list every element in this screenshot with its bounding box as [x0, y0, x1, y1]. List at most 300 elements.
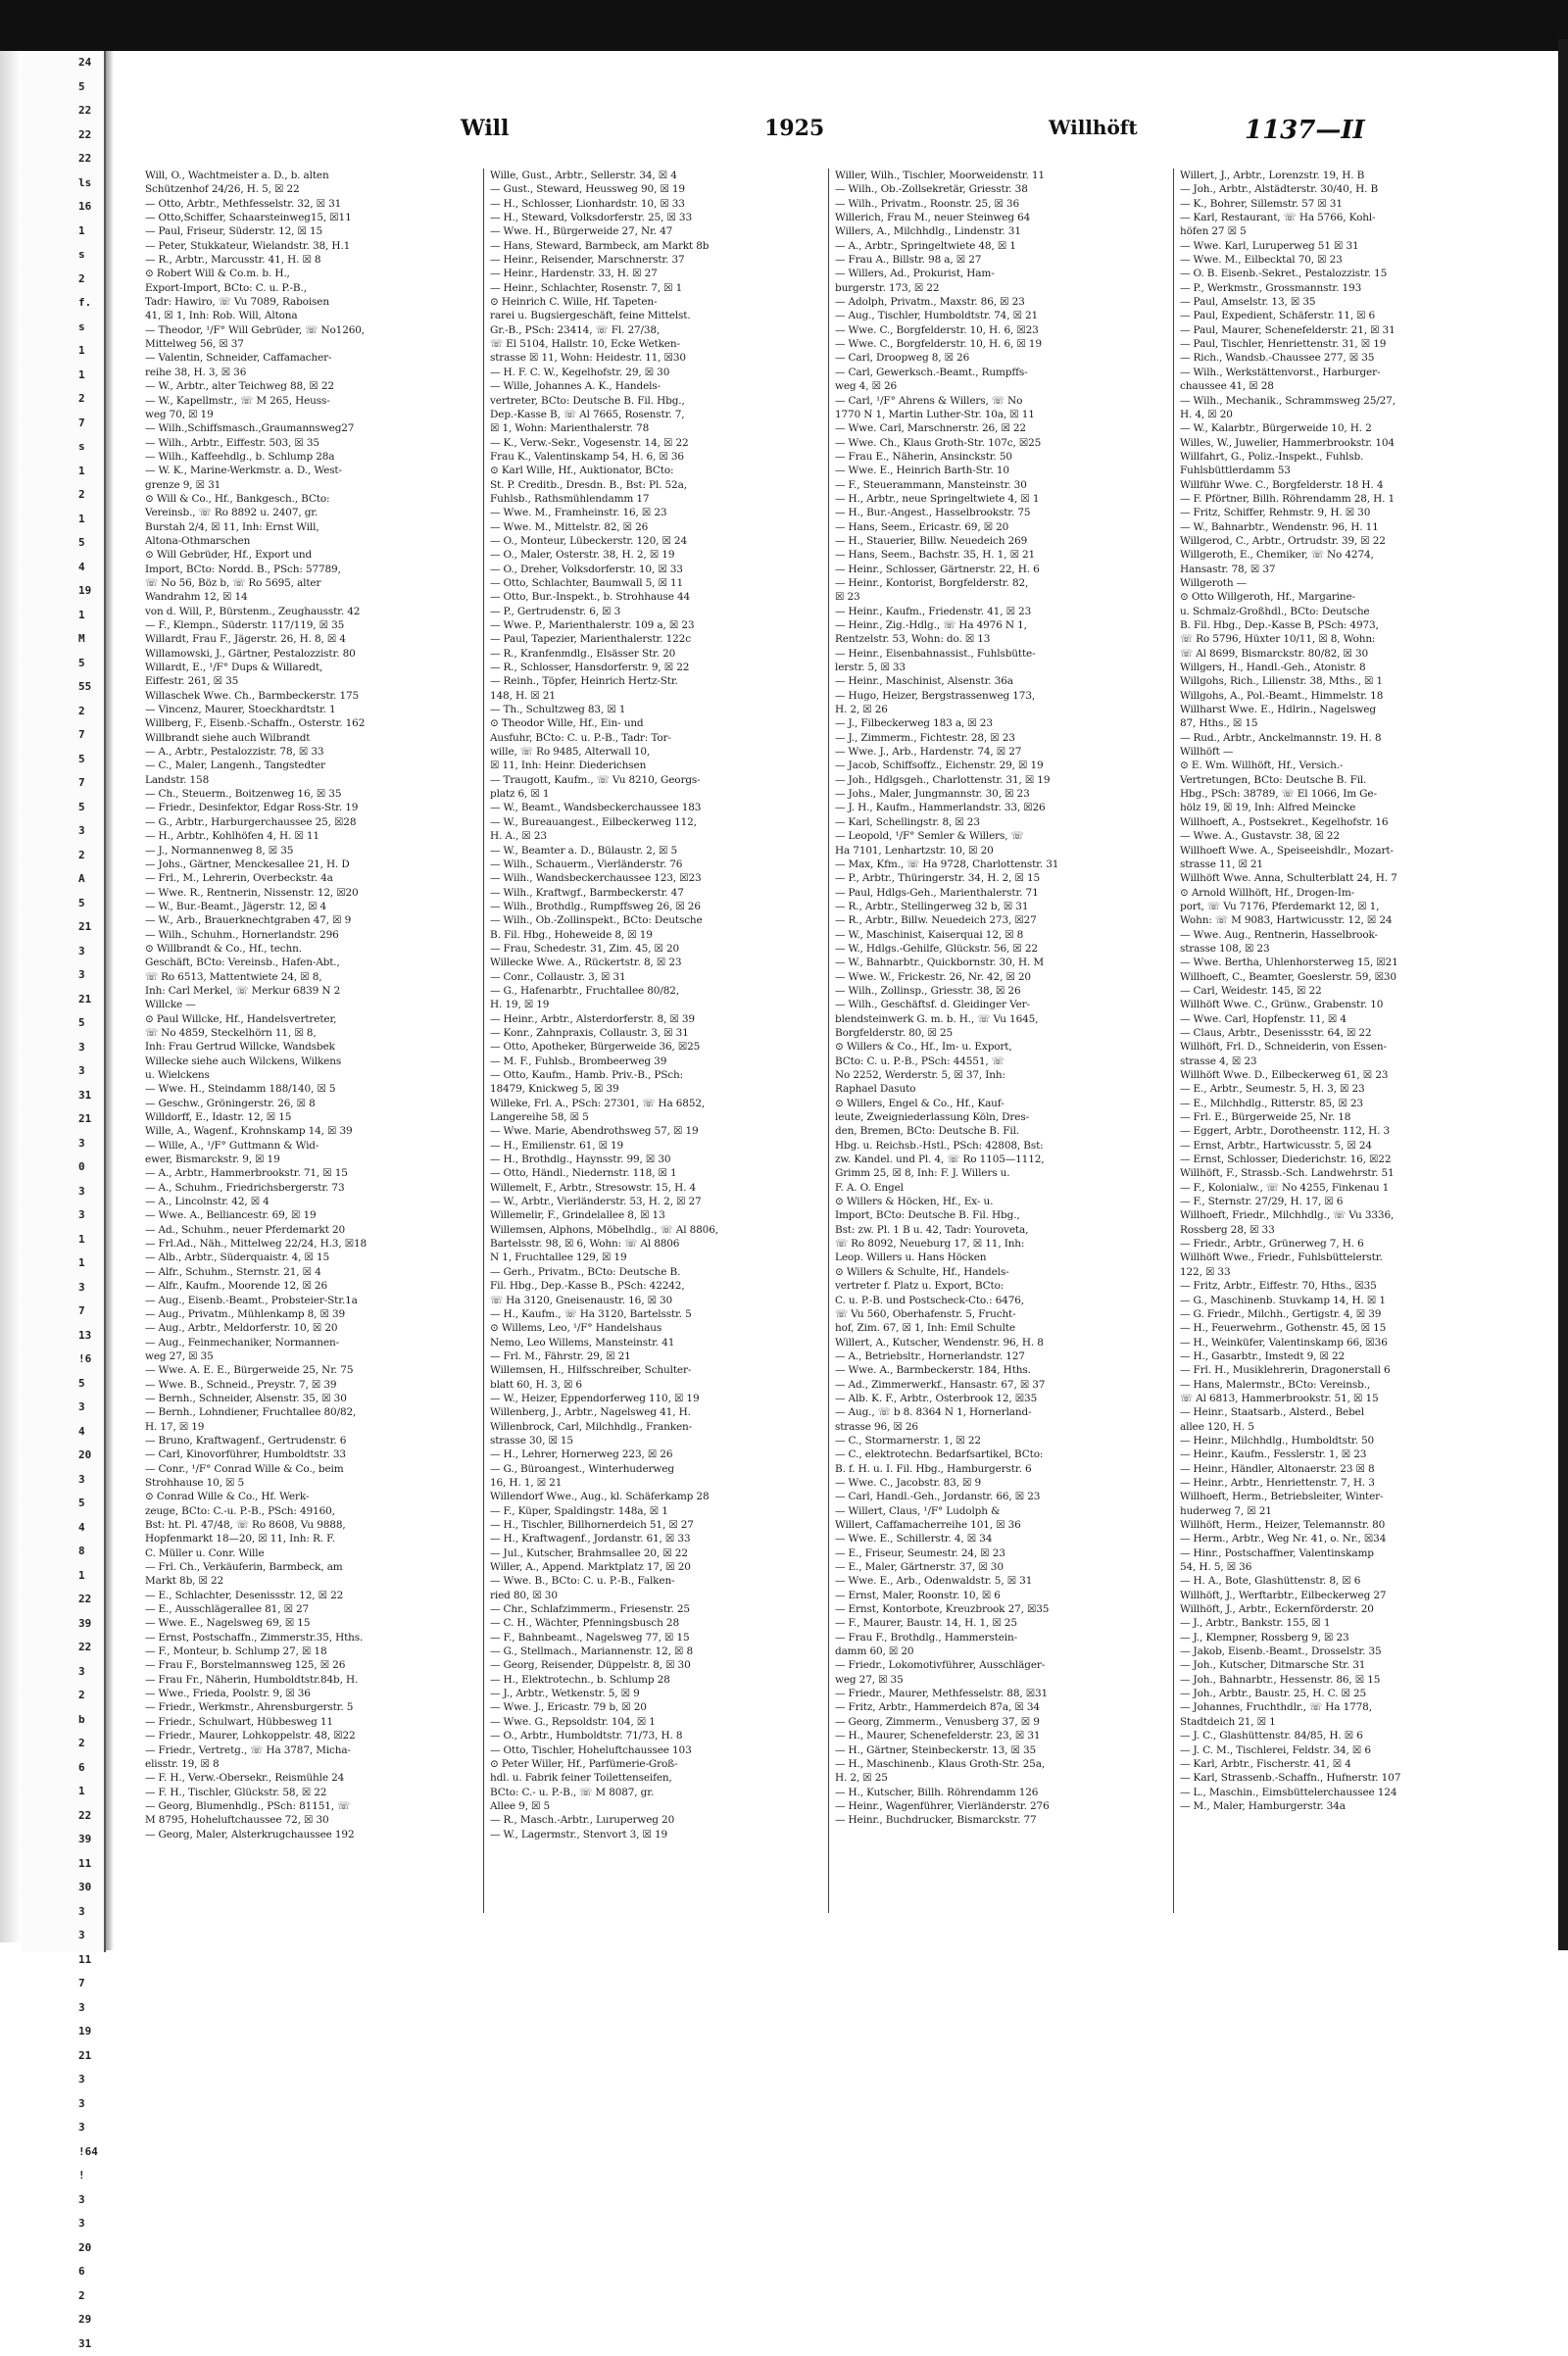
directory-entry: — G., Arbtr., Harburgerchaussee 25, ☒28	[145, 815, 476, 829]
directory-entry: — E., Ausschlägerallee 81, ☒ 27	[145, 1602, 476, 1616]
directory-entry: — H. F. C. W., Kegelhofstr. 29, ☒ 30	[490, 366, 821, 379]
directory-entry: ⊙ Arnold Willhöft, Hf., Drogen-Im-	[1180, 886, 1511, 900]
directory-entry: H. 17, ☒ 19	[145, 1420, 476, 1434]
directory-entry: — P., Werkmstr., Grossmannstr. 193	[1180, 281, 1511, 295]
edge-fragment: 1	[22, 460, 104, 484]
directory-entry: Markt 8b, ☒ 22	[145, 1574, 476, 1588]
edge-fragment: 8	[22, 1540, 104, 1564]
directory-entry: — Willers, Ad., Prokurist, Ham-	[835, 267, 1166, 280]
directory-entry: Wille, Gust., Arbtr., Sellerstr. 34, ☒ 4	[490, 169, 821, 182]
edge-fragment: 22	[22, 147, 104, 172]
directory-entry: ⊙ Robert Will & Co.m. b. H.,	[145, 267, 476, 280]
directory-entry: — Ad., Zimmerwerkf., Hansastr. 67, ☒ 37	[835, 1378, 1166, 1392]
directory-entry: B. Fil. Hbg., Hoheweide 8, ☒ 19	[490, 928, 821, 942]
column-divider	[1173, 169, 1174, 1913]
directory-entry: ☏ Ha 3120, Gneisenaustr. 16, ☒ 30	[490, 1294, 821, 1307]
edge-fragment: 5	[22, 652, 104, 676]
directory-entry: — Rud., Arbtr., Anckelmannstr. 19. H. 8	[1180, 731, 1511, 745]
directory-entry: No 2252, Werderstr. 5, ☒ 37, Inh:	[835, 1068, 1166, 1082]
directory-entry: — Heinr., Reisender, Marschnerstr. 37	[490, 253, 821, 267]
directory-entry: — Joh., Bahnarbtr., Hessenstr. 86, ☒ 15	[1180, 1673, 1511, 1687]
directory-entry: — W., Hdlgs.-Gehilfe, Glückstr. 56, ☒ 22	[835, 942, 1166, 956]
directory-entry: — Bernh., Lohndiener, Fruchtallee 80/82,	[145, 1405, 476, 1419]
edge-fragment: 2	[22, 844, 104, 868]
edge-fragment: 3	[22, 1059, 104, 1084]
directory-entry: — Georg, Reisender, Düppelstr. 8, ☒ 30	[490, 1658, 821, 1672]
edge-fragment: 2	[22, 483, 104, 508]
edge-fragment: 2	[22, 700, 104, 724]
directory-columns	[145, 169, 1512, 1913]
directory-entry: Hbg., PSch: 38789, ☏ El 1066, Im Ge-	[1180, 787, 1511, 801]
directory-entry: — Jacob, Schiffsoffz., Eichenstr. 29, ☒ 19	[835, 759, 1166, 772]
directory-entry: — Leopold, ¹/F° Semler & Willers, ☏	[835, 829, 1166, 843]
directory-entry: Vertretungen, BCto: Deutsche B. Fil.	[1180, 773, 1511, 787]
directory-entry: den, Bremen, BCto: Deutsche B. Fil.	[835, 1124, 1166, 1138]
edge-fragment: 21	[22, 915, 104, 940]
directory-entry: — Max, Kfm., ☏ Ha 9728, Charlottenstr. 31	[835, 858, 1166, 871]
directory-entry: — Otto, Kaufm., Hamb. Priv.-B., PSch:	[490, 1068, 821, 1082]
directory-entry: — Wilh., Arbtr., Eiffestr. 503, ☒ 35	[145, 436, 476, 450]
directory-entry: — Aug., Tischler, Humboldtstr. 74, ☒ 21	[835, 309, 1166, 322]
directory-entry: — Karl, Schellingstr. 8, ☒ 23	[835, 815, 1166, 829]
directory-entry: — W., Maschinist, Kaiserquai 12, ☒ 8	[835, 928, 1166, 942]
header-left-keyword: Will	[461, 116, 509, 141]
edge-fragment: 3	[22, 1203, 104, 1228]
directory-entry: — Hans, Steward, Barmbeck, am Markt 8b	[490, 239, 821, 253]
directory-entry: N 1, Fruchtallee 129, ☒ 19	[490, 1251, 821, 1264]
edge-fragment: 55	[22, 675, 104, 700]
directory-entry: 122, ☒ 33	[1180, 1265, 1511, 1279]
directory-entry: — Wwe. W., Frickestr. 26, Nr. 42, ☒ 20	[835, 970, 1166, 984]
directory-entry: Willführ Wwe. C., Borgfelderstr. 18 H. 4	[1180, 478, 1511, 492]
directory-entry: Willgers, H., Handl.-Geh., Atonistr. 8	[1180, 661, 1511, 674]
directory-entry: — A., Lincolnstr. 42, ☒ 4	[145, 1195, 476, 1208]
edge-fragment: 13	[22, 1324, 104, 1349]
edge-fragment: 7	[22, 723, 104, 748]
directory-entry: — J., Arbtr., Bankstr. 155, ☒ 1	[1180, 1616, 1511, 1630]
directory-entry: — Wwe. A., Barmbeckerstr. 184, Hths.	[835, 1363, 1166, 1377]
directory-entry: wille, ☏ Ro 9485, Alterwall 10,	[490, 745, 821, 759]
directory-entry: Willenbrock, Carl, Milchhdlg., Franken-	[490, 1420, 821, 1434]
directory-entry: — Wwe. Aug., Rentnerin, Hasselbrook-	[1180, 928, 1511, 942]
edge-fragment: 20	[22, 1444, 104, 1468]
directory-entry: — Otto, Arbtr., Methfesselstr. 32, ☒ 31	[145, 197, 476, 211]
directory-entry: — Willert, Claus, ¹/F° Ludolph &	[835, 1504, 1166, 1518]
directory-entry: — Wille, A., ¹/F° Guttmann & Wid-	[145, 1139, 476, 1153]
directory-entry: — H., Weinküfer, Valentinskamp 66, ☒36	[1180, 1336, 1511, 1350]
directory-entry: Willhoeft, A., Postsekret., Kegelhofstr. 16	[1180, 815, 1511, 829]
directory-entry: — Hans, Seem., Ericastr. 69, ☒ 20	[835, 520, 1166, 534]
edge-fragment: 3	[22, 1924, 104, 1948]
edge-fragment: 21	[22, 1107, 104, 1132]
edge-fragment: 3	[22, 1660, 104, 1685]
edge-fragment: 5	[22, 75, 104, 100]
directory-entry: Willemelt, F., Arbtr., Stresowstr. 15, H. 4	[490, 1181, 821, 1195]
directory-entry: — Otto,Schiffer, Schaarsteinweg15, ☒11	[145, 211, 476, 224]
directory-entry: Wohn: ☏ M 9083, Hartwicusstr. 12, ☒ 24	[1180, 913, 1511, 927]
edge-fragment: 39	[22, 1828, 104, 1852]
directory-entry: — Frl. M., Fährstr. 29, ☒ 21	[490, 1350, 821, 1363]
directory-entry: Hansastr. 78, ☒ 37	[1180, 563, 1511, 576]
directory-entry: — H., Schlosser, Lionhardstr. 10, ☒ 33	[490, 197, 821, 211]
directory-entry: — E., Friseur, Seumestr. 24, ☒ 23	[835, 1546, 1166, 1560]
directory-entry: — A., Arbtr., Pestalozzistr. 78, ☒ 33	[145, 745, 476, 759]
directory-entry: — Alfr., Kaufm., Moorende 12, ☒ 26	[145, 1279, 476, 1293]
directory-entry: — Heinr., Milchhdlg., Humboldtstr. 50	[1180, 1434, 1511, 1448]
directory-entry: — G. Friedr., Milchh., Gertigstr. 4, ☒ 39	[1180, 1307, 1511, 1321]
directory-entry: — Aug., ☏ b 8. 8364 N 1, Hornerland-	[835, 1405, 1166, 1419]
directory-entry: — H., Emilienstr. 61, ☒ 19	[490, 1139, 821, 1153]
directory-entry: Willgohs, Rich., Lilienstr. 38, Mths., ☒ 1	[1180, 674, 1511, 688]
directory-entry: — Paul, Tapezier, Marienthalerstr. 122c	[490, 632, 821, 646]
directory-entry: Inh: Frau Gertrud Willcke, Wandsbek	[145, 1040, 476, 1054]
edge-fragment: 1	[22, 339, 104, 364]
directory-entry: vertreter f. Platz u. Export, BCto:	[835, 1279, 1166, 1293]
column-divider	[483, 169, 484, 1913]
directory-entry: — Wwe. C., Borgfelderstr. 10, H. 6, ☒23	[835, 323, 1166, 337]
directory-entry: — H., Feuerwehrm., Gothenstr. 45, ☒ 15	[1180, 1321, 1511, 1335]
directory-entry: — Wwe. B., Schneid., Preystr. 7, ☒ 39	[145, 1378, 476, 1392]
directory-entry: — J., Zimmerm., Fichtestr. 28, ☒ 23	[835, 731, 1166, 745]
edge-fragment: 16	[22, 195, 104, 220]
directory-entry: ☏ Vu 560, Oberhafenstr. 5, Frucht-	[835, 1307, 1166, 1321]
directory-entry: Vereinsb., ☏ Ro 8892 u. 2407, gr.	[145, 506, 476, 519]
directory-entry: — E., Schlachter, Desenissstr. 12, ☒ 22	[145, 1589, 476, 1602]
directory-entry: H. 4, ☒ 20	[1180, 408, 1511, 421]
directory-entry: — O., Arbtr., Humboldtstr. 71/73, H. 8	[490, 1729, 821, 1742]
directory-entry: — H., Brothdlg., Haynsstr. 99, ☒ 30	[490, 1153, 821, 1166]
directory-entry: — G., Maschinenb. Stuvkamp 14, H. ☒ 1	[1180, 1294, 1511, 1307]
directory-entry: — Wilh., Mechanik., Schrammsweg 25/27,	[1180, 394, 1511, 408]
directory-entry: Willamowski, J., Gärtner, Pestalozzistr. 80	[145, 647, 476, 661]
directory-entry: ☏ El 5104, Hallstr. 10, Ecke Wetken-	[490, 337, 821, 351]
directory-entry: Langereihe 58, ☒ 5	[490, 1110, 821, 1124]
directory-entry: — R., Masch.-Arbtr., Luruperweg 20	[490, 1813, 821, 1827]
edge-fragment: 3	[22, 1900, 104, 1925]
directory-entry: BCto: C.- u. P.-B., ☏ M 8087, gr.	[490, 1786, 821, 1799]
edge-fragment: 1	[22, 1564, 104, 1589]
directory-entry: leute, Zweigniederlassung Köln, Dres-	[835, 1110, 1166, 1124]
directory-entry: — W., Arbtr., Vierländerstr. 53, H. 2, ☒ 27	[490, 1195, 821, 1208]
edge-fragment: 3	[22, 819, 104, 844]
directory-entry: — P., Gertrudenstr. 6, ☒ 3	[490, 605, 821, 618]
directory-entry: — Joh., Arbtr., Alstädterstr. 30/40, H. B	[1180, 182, 1511, 196]
directory-entry: — Frau A., Billstr. 98 a, ☒ 27	[835, 253, 1166, 267]
directory-entry: — G., Stellmach., Mariannenstr. 12, ☒ 8	[490, 1644, 821, 1658]
directory-entry: — Wilh., Schauerm., Vierländerstr. 76	[490, 858, 821, 871]
directory-entry: Willenberg, J., Arbtr., Nagelsweg 41, H.	[490, 1405, 821, 1419]
directory-entry: — P., Arbtr., Thüringerstr. 34, H. 2, ☒ 15	[835, 871, 1166, 885]
edge-fragment: 4	[22, 556, 104, 580]
directory-entry: — Frl. Ch., Verkäuferin, Barmbeck, am	[145, 1560, 476, 1574]
directory-entry: — Wwe. B., BCto: C. u. P.-B., Falken-	[490, 1574, 821, 1588]
edge-fragment: ls	[22, 172, 104, 196]
directory-entry: Willhöft Wwe. C., Grünw., Grabenstr. 10	[1180, 998, 1511, 1011]
directory-entry: — Georg, Maler, Alsterkrugchaussee 192	[145, 1828, 476, 1841]
directory-entry: Fuhlsb., Rathsmühlendamm 17	[490, 492, 821, 506]
edge-fragment: 1	[22, 220, 104, 244]
directory-entry: — W., Beamt., Wandsbeckerchaussee 183	[490, 801, 821, 814]
directory-entry: — H., Stauerier, Billw. Neuedeich 269	[835, 534, 1166, 548]
directory-entry: — W., Kapellmstr., ☏ M 265, Heuss-	[145, 394, 476, 408]
directory-entry: strasse 11, ☒ 21	[1180, 858, 1511, 871]
edge-fragment: 20	[22, 2236, 104, 2261]
edge-fragment: 3	[22, 1996, 104, 2021]
directory-entry: H. A., ☒ 23	[490, 829, 821, 843]
directory-entry: — Alfr., Schuhm., Sternstr. 21, ☒ 4	[145, 1265, 476, 1279]
edge-fragment: 22	[22, 1588, 104, 1612]
directory-entry: Willhöft, Herm., Heizer, Telemannstr. 80	[1180, 1518, 1511, 1532]
edge-fragment: 3	[22, 2116, 104, 2140]
directory-entry: — Wwe. M., Framheinstr. 16, ☒ 23	[490, 506, 821, 519]
directory-entry: — F., Kolonialw., ☏ No 4255, Finkenau 1	[1180, 1181, 1511, 1195]
edge-fragment: 5	[22, 1011, 104, 1036]
edge-fragment: 3	[22, 2068, 104, 2092]
edge-fragment: 1	[22, 1780, 104, 1804]
directory-entry: Inh: Carl Merkel, ☏ Merkur 6839 N 2	[145, 984, 476, 998]
directory-entry: — Paul, Friseur, Süderstr. 12, ☒ 15	[145, 224, 476, 238]
directory-entry: Landstr. 158	[145, 773, 476, 787]
directory-entry: 54, H. 5, ☒ 36	[1180, 1560, 1511, 1574]
directory-entry: — Friedr., Werkmstr., Ahrensburgerstr. 5	[145, 1700, 476, 1714]
edge-fragment: 3	[22, 2188, 104, 2213]
directory-entry: — Jul., Kutscher, Brahmsallee 20, ☒ 22	[490, 1546, 821, 1560]
edge-fragment: 3	[22, 1036, 104, 1060]
directory-entry: — Paul, Hdlgs-Geh., Marienthalerstr. 71	[835, 886, 1166, 900]
directory-entry: — Frl. E., Bürgerweide 25, Nr. 18	[1180, 1110, 1511, 1124]
directory-entry: — Wille, Johannes A. K., Handels-	[490, 379, 821, 393]
directory-entry: — W., Bahnarbtr., Quickbornstr. 30, H. M	[835, 956, 1166, 969]
page-number: 1137—II	[1245, 116, 1365, 145]
directory-entry: — Frau E., Näherin, Ansinckstr. 50	[835, 450, 1166, 464]
scan-left-margin	[0, 51, 22, 1942]
directory-entry: ⊙ E. Wm. Willhöft, Hf., Versich.-	[1180, 759, 1511, 772]
directory-entry: — Heinr., Kaufm., Friedenstr. 41, ☒ 23	[835, 605, 1166, 618]
directory-entry: F. A. O. Engel	[835, 1181, 1166, 1195]
directory-entry: port, ☏ Vu 7176, Pferdemarkt 12, ☒ 1,	[1180, 900, 1511, 913]
directory-entry: Willgerod, C., Arbtr., Ortrudstr. 39, ☒ 22	[1180, 534, 1511, 548]
edge-fragment: 1	[22, 508, 104, 532]
edge-fragment: 5	[22, 748, 104, 772]
directory-entry: — Wwe. J., Arb., Hardenstr. 74, ☒ 27	[835, 745, 1166, 759]
directory-entry: — Frau Fr., Näherin, Humboldtstr.84b, H.	[145, 1673, 476, 1687]
directory-entry: — Adolph, Privatm., Maxstr. 86, ☒ 23	[835, 295, 1166, 309]
directory-entry: — Friedr., Maurer, Methfesselstr. 88, ☒31	[835, 1687, 1166, 1700]
edge-fragment: s	[22, 435, 104, 460]
directory-entry: — Vincenz, Maurer, Stoeckhardtstr. 1	[145, 703, 476, 716]
directory-entry: — H., Elektrotechn., b. Schlump 28	[490, 1673, 821, 1687]
directory-entry: — Wilh., Ob.-Zollsekretär, Griesstr. 38	[835, 182, 1166, 196]
directory-entry: — Aug., Privatm., Mühlenkamp 8, ☒ 39	[145, 1307, 476, 1321]
directory-entry: — Heinr., Maschinist, Alsenstr. 36a	[835, 674, 1166, 688]
directory-entry: — F., Bahnbeamt., Nagelsweg 77, ☒ 15	[490, 1631, 821, 1644]
directory-entry: — O., Monteur, Lübeckerstr. 120, ☒ 24	[490, 534, 821, 548]
directory-entry: Willardt, E., ¹/F° Dups & Willaredt,	[145, 661, 476, 674]
directory-entry: — J., Arbtr., Wetkenstr. 5, ☒ 9	[490, 1687, 821, 1700]
edge-fragment: 7	[22, 412, 104, 436]
edge-fragment: !6	[22, 1348, 104, 1372]
directory-entry: ☏ Al 6813, Hammerbrookstr. 51, ☒ 15	[1180, 1392, 1511, 1405]
edge-fragment: 22	[22, 1636, 104, 1660]
directory-entry: — Wilh., Zollinsp., Griesstr. 38, ☒ 26	[835, 984, 1166, 998]
directory-entry: Willberg, F., Eisenb.-Schaffn., Osterstr. 162	[145, 716, 476, 730]
directory-entry: — H. A., Bote, Glashüttenstr. 8, ☒ 6	[1180, 1574, 1511, 1588]
directory-entry: — W., Kalarbtr., Bürgerweide 10, H. 2	[1180, 421, 1511, 435]
directory-entry: — Wwe. G., Repsoldstr. 104, ☒ 1	[490, 1715, 821, 1729]
directory-entry: Willhöft, F., Strassb.-Sch. Landwehrstr. 51	[1180, 1166, 1511, 1180]
directory-entry: Willert, J., Arbtr., Lorenzstr. 19, H. B	[1180, 169, 1511, 182]
edge-fragment: 30	[22, 1876, 104, 1900]
directory-entry: — Ernst, Maler, Roonstr. 10, ☒ 6	[835, 1589, 1166, 1602]
directory-entry: — F., Monteur, b. Schlump 27, ☒ 18	[145, 1644, 476, 1658]
directory-entry: — Wilh., Kaffeehdlg., b. Schlump 28a	[145, 450, 476, 464]
directory-entry: rarei u. Bugsiergeschäft, feine Mittelst.	[490, 309, 821, 322]
directory-entry: — J. C., Glashüttenstr. 84/85, H. ☒ 6	[1180, 1729, 1511, 1742]
directory-entry: strasse 96, ☒ 26	[835, 1420, 1166, 1434]
edge-fragment: 1	[22, 604, 104, 628]
edge-fragment: 0	[22, 1155, 104, 1180]
directory-entry: Frau K., Valentinskamp 54, H. 6, ☒ 36	[490, 450, 821, 464]
edge-fragment: !	[22, 2164, 104, 2188]
directory-entry: — R., Arbtr., Marcusstr. 41, H. ☒ 8	[145, 253, 476, 267]
previous-page-edge	[22, 51, 106, 1952]
directory-entry: — H., Maschinenb., Klaus Groth-Str. 25a,	[835, 1757, 1166, 1771]
directory-entry: Bst: zw. Pl. 1 B u. 42, Tadr: Youroveta,	[835, 1223, 1166, 1237]
directory-entry: — W., Arbtr., alter Teichweg 88, ☒ 22	[145, 379, 476, 393]
edge-fragment: 5	[22, 531, 104, 556]
directory-entry: Rentzelstr. 53, Wohn: do. ☒ 13	[835, 632, 1166, 646]
directory-entry: ⊙ Peter Willer, Hf., Parfümerie-Groß-	[490, 1757, 821, 1771]
edge-fragment: 4	[22, 1516, 104, 1541]
directory-entry: — Karl, Restaurant, ☏ Ha 5766, Kohl-	[1180, 211, 1511, 224]
directory-entry: — Wilh., Kraftwgf., Barmbeckerstr. 47	[490, 886, 821, 900]
directory-entry: — A., Arbtr., Hammerbrookstr. 71, ☒ 15	[145, 1166, 476, 1180]
directory-entry: Willemsen, Alphons, Möbelhdlg., ☏ Al 8806,	[490, 1223, 821, 1237]
edge-fragment: 29	[22, 2308, 104, 2332]
directory-entry: — Heinr., Kaufm., Fesslerstr. 1, ☒ 23	[1180, 1448, 1511, 1461]
directory-entry: — J., Filbeckerweg 183 a, ☒ 23	[835, 716, 1166, 730]
directory-entry: ☏ No 4859, Steckelhörn 11, ☒ 8,	[145, 1026, 476, 1040]
directory-entry: Tadr: Hawiro, ☏ Vu 7089, Raboisen	[145, 295, 476, 309]
directory-entry: — Karl, Strassenb.-Schaffn., Hufnerstr. 107	[1180, 1771, 1511, 1785]
directory-entry: — Wilh., Brothdlg., Rumpffsweg 26, ☒ 26	[490, 900, 821, 913]
edge-fragment: 2	[22, 1684, 104, 1708]
directory-entry: Bst: ht. Pl. 47/48, ☏ Ro 8608, Vu 9888,	[145, 1518, 476, 1532]
directory-entry: strasse ☒ 11, Wohn: Heidestr. 11, ☒30	[490, 351, 821, 365]
directory-entry: ⊙ Karl Wille, Hf., Auktionator, BCto:	[490, 464, 821, 477]
directory-entry: — Ad., Schuhm., neuer Pferdemarkt 20	[145, 1223, 476, 1237]
directory-entry: C. u. P.-B. und Postscheck-Cto.: 6476,	[835, 1294, 1166, 1307]
directory-entry: — W., Arb., Brauerknechtgraben 47, ☒ 9	[145, 913, 476, 927]
directory-entry: damm 60, ☒ 20	[835, 1644, 1166, 1658]
directory-entry: — Paul, Tischler, Henriettenstr. 31, ☒ 19	[1180, 337, 1511, 351]
directory-entry: — Wwe. P., Marienthalerstr. 109 a, ☒ 23	[490, 618, 821, 632]
directory-entry: ⊙ Otto Willgeroth, Hf., Margarine-	[1180, 590, 1511, 604]
directory-entry: — Wilh., Privatm., Roonstr. 25, ☒ 36	[835, 197, 1166, 211]
directory-entry: — H., Arbtr., Kohlhöfen 4, H. ☒ 11	[145, 829, 476, 843]
directory-entry: Export-Import, BCto: C. u. P.-B.,	[145, 281, 476, 295]
directory-entry: — F. H., Tischler, Glückstr. 58, ☒ 22	[145, 1786, 476, 1799]
directory-entry: Willhoeft, Herm., Betriebsleiter, Winter-	[1180, 1490, 1511, 1503]
scan-right-edge	[1558, 39, 1568, 1950]
edge-fragment: 21	[22, 2044, 104, 2069]
edge-fragment: 3	[22, 2092, 104, 2117]
directory-entry: — Heinr., Schlachter, Rosenstr. 7, ☒ 1	[490, 281, 821, 295]
directory-entry: strasse 30, ☒ 15	[490, 1434, 821, 1448]
directory-entry: — Heinr., Kontorist, Borgfelderstr. 82,	[835, 576, 1166, 590]
directory-entry: — Wwe. M., Eilbecktal 70, ☒ 23	[1180, 253, 1511, 267]
directory-entry: — J. H., Kaufm., Hammerlandstr. 33, ☒26	[835, 801, 1166, 814]
directory-entry: — Frl. H., Musiklehrerin, Dragonerstall 6	[1180, 1363, 1511, 1377]
directory-entry: — Fritz, Schiffer, Rehmstr. 9, H. ☒ 30	[1180, 506, 1511, 519]
directory-entry: — H., Kutscher, Billh. Röhrendamm 126	[835, 1786, 1166, 1799]
directory-entry: Willhöft, Frl. D., Schneiderin, von Essen-	[1180, 1040, 1511, 1054]
directory-entry: — E., Arbtr., Seumestr. 5, H. 3, ☒ 23	[1180, 1082, 1511, 1096]
directory-entry: Willhöft, J., Arbtr., Eckernförderstr. 20	[1180, 1602, 1511, 1616]
directory-entry: — Wwe. E., Nagelsweg 69, ☒ 15	[145, 1616, 476, 1630]
directory-entry: Willes, W., Juwelier, Hammerbrookstr. 104	[1180, 436, 1511, 450]
directory-entry: — Otto, Händl., Niedernstr. 118, ☒ 1	[490, 1166, 821, 1180]
directory-entry: — K., Verw.-Sekr., Vogesenstr. 14, ☒ 22	[490, 436, 821, 450]
directory-entry: Willert, A., Kutscher, Wendenstr. 96, H. 8	[835, 1336, 1166, 1350]
directory-entry: — Wwe. Ch., Klaus Groth-Str. 107c, ☒25	[835, 436, 1166, 450]
directory-entry: — H., Gasarbtr., Imstedt 9, ☒ 22	[1180, 1350, 1511, 1363]
directory-entry: — Wwe. H., Bürgerweide 27, Nr. 47	[490, 224, 821, 238]
directory-entry: — Ch., Steuerm., Boitzenweg 16, ☒ 35	[145, 787, 476, 801]
directory-entry: Wandrahm 12, ☒ 14	[145, 590, 476, 604]
directory-entry: allee 120, H. 5	[1180, 1420, 1511, 1434]
directory-entry: — Georg, Zimmerm., Venusberg 37, ☒ 9	[835, 1715, 1166, 1729]
directory-entry: — Aug., Eisenb.-Beamt., Probsteier-Str.1a	[145, 1294, 476, 1307]
directory-entry: — Johannes, Fruchthdlr., ☏ Ha 1778,	[1180, 1700, 1511, 1714]
directory-entry: — Chr., Schlafzimmerm., Friesenstr. 25	[490, 1602, 821, 1616]
directory-entry: — C., Maler, Langenh., Tangstedter	[145, 759, 476, 772]
directory-entry: — Wilh.,Schiffsmasch.,Graumannsweg27	[145, 421, 476, 435]
directory-entry: — H., Maurer, Schenefelderstr. 23, ☒ 31	[835, 1729, 1166, 1742]
directory-entry: weg 70, ☒ 19	[145, 408, 476, 421]
directory-entry: — Claus, Arbtr., Desenissstr. 64, ☒ 22	[1180, 1026, 1511, 1040]
header-year: 1925	[764, 116, 824, 141]
directory-entry: — F. H., Verw.-Obersekr., Reismühle 24	[145, 1771, 476, 1785]
directory-entry: blatt 60, H. 3, ☒ 6	[490, 1378, 821, 1392]
directory-entry: — Friedr., Lokomotivführer, Ausschläger-	[835, 1658, 1166, 1672]
directory-entry: 1770 N 1, Martin Luther-Str. 10a, ☒ 11	[835, 408, 1166, 421]
directory-entry: — F., Küper, Spaldingstr. 148a, ☒ 1	[490, 1504, 821, 1518]
edge-fragment: 19	[22, 579, 104, 604]
directory-entry: — Frau F., Brothdlg., Hammerstein-	[835, 1631, 1166, 1644]
directory-entry: — Friedr., Maurer, Lohkoppelstr. 48, ☒22	[145, 1729, 476, 1742]
edge-fragment: 39	[22, 1612, 104, 1637]
directory-entry: — Heinr., Wagenführer, Vierländerstr. 276	[835, 1799, 1166, 1813]
edge-fragment: 2	[22, 2284, 104, 2309]
directory-entry: Willhöft Wwe., Friedr., Fuhlsbüttelerstr.	[1180, 1251, 1511, 1264]
directory-entry: Willharst Wwe. E., Hdlrin., Nagelsweg	[1180, 703, 1511, 716]
directory-entry: — A., Arbtr., Springeltwiete 48, ☒ 1	[835, 239, 1166, 253]
edge-fragment: 2	[22, 1732, 104, 1756]
directory-entry: u. Schmalz-Großhdl., BCto: Deutsche	[1180, 605, 1511, 618]
directory-entry: ☏ Ro 8092, Neueburg 17, ☒ 11, Inh:	[835, 1237, 1166, 1251]
directory-entry: — Wwe. E., Schillerstr. 4, ☒ 34	[835, 1532, 1166, 1546]
edge-fragment: 1	[22, 1252, 104, 1276]
directory-entry: von d. Will, P., Bürstenm., Zeughausstr. 42	[145, 605, 476, 618]
edge-fragment: 2	[22, 268, 104, 292]
directory-entry: — Geschw., Gröningerstr. 26, ☒ 8	[145, 1097, 476, 1110]
directory-entry: Willer, A., Append. Marktplatz 17, ☒ 20	[490, 1560, 821, 1574]
edge-fragment: 11	[22, 1948, 104, 1973]
edge-fragment: 7	[22, 771, 104, 796]
directory-entry: Borgfelderstr. 80, ☒ 25	[835, 1026, 1166, 1040]
edge-fragment: 19	[22, 2020, 104, 2044]
